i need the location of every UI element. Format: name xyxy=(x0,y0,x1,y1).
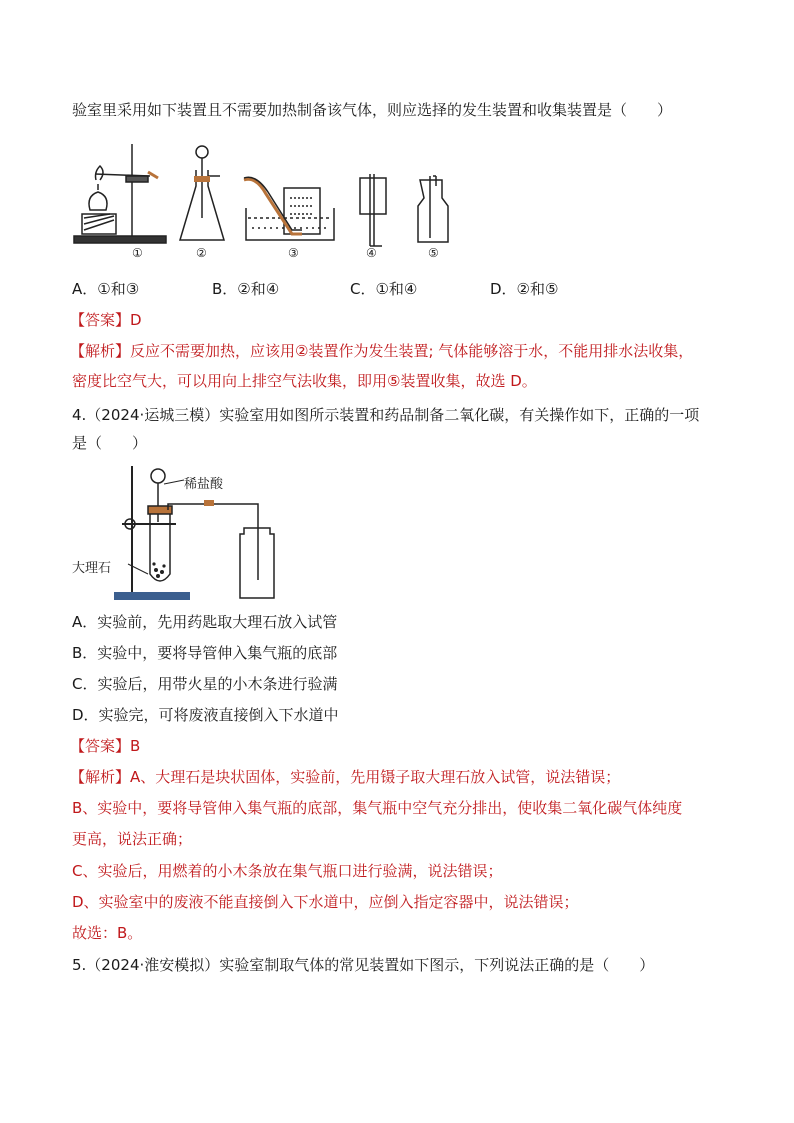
q4-analysis-line-5: D、实验室中的废液不能直接倒入下水道中，应倒入指定容器中，说法错误； xyxy=(72,893,579,911)
figure-label-5: ⑤ xyxy=(428,246,439,260)
stand-base xyxy=(114,592,190,600)
answer-tag: 【答案】 xyxy=(70,311,131,329)
analysis-text: A、大理石是块状固体，实验前，先用镊子取大理石放入试管，说法错误； xyxy=(130,768,621,786)
answer-value: D xyxy=(130,311,142,329)
q4-analysis-line-2: B、实验中，要将导管伸入集气瓶的底部，集气瓶中空气充分排出，使收集二氧化碳气体纯度 xyxy=(72,799,683,817)
q3-option-b: B．②和④ xyxy=(212,280,280,298)
figure-label-1: ① xyxy=(132,246,143,260)
q3-stem: 验室里采用如下装置且不需要加热制备该气体，则应选择的发生装置和收集装置是（ ） xyxy=(72,101,673,119)
apparatus-5-bottle xyxy=(418,176,448,242)
q4-analysis-line-4: C、实验后，用燃着的小木条放在集气瓶口进行验满，说法错误； xyxy=(72,862,503,880)
q3-option-a: A．①和③ xyxy=(72,280,140,298)
q4-stem-line-1: 4.（2024·运城三模）实验室用如图所示装置和药品制备二氧化碳，有关操作如下，正确的一项 xyxy=(72,406,700,424)
q4-analysis-line-1 xyxy=(70,766,620,788)
q4-stem-line-2: 是（ ） xyxy=(72,434,148,452)
q4-option-b: B．实验中，要将导管伸入集气瓶的底部 xyxy=(72,644,338,662)
q5-stem: 5.（2024·淮安模拟）实验室制取气体的常见装置如下图示，下列说法正确的是（ ） xyxy=(72,956,655,974)
q3-analysis-line-1 xyxy=(70,340,693,362)
q4-option-d: D．实验完，可将废液直接倒入下水道中 xyxy=(72,706,339,724)
q4-analysis-line-3: 更高，说法正确； xyxy=(72,830,193,848)
analysis-text: 反应不需要加热，应该用②装置作为发生装置; 气体能够溶于水，不能用排水法收集， xyxy=(130,342,694,360)
analysis-tag: 【解析】 xyxy=(70,342,131,360)
apparatus-1-heating xyxy=(74,144,166,243)
label-dilute-hcl: 稀盐酸 xyxy=(184,477,224,492)
answer-value: B xyxy=(130,737,141,755)
apparatus-4-bottle xyxy=(360,174,386,246)
apparatus-figure-q3 xyxy=(70,136,470,262)
q3-option-d: D．②和⑤ xyxy=(490,280,559,298)
apparatus-3-water xyxy=(244,177,334,240)
q4-answer xyxy=(70,735,140,757)
q4-analysis-line-6: 故选：B。 xyxy=(72,924,143,942)
figure-label-4: ④ xyxy=(366,246,377,260)
q3-analysis-line-2: 密度比空气大，可以用向上排空气法收集，即用⑤装置收集，故选 D。 xyxy=(72,372,537,390)
q3-option-c: C．①和④ xyxy=(350,280,418,298)
figure-label-3: ③ xyxy=(288,246,299,260)
label-marble: 大理石 xyxy=(72,561,112,576)
q4-option-a: A．实验前，先用药匙取大理石放入试管 xyxy=(72,613,338,631)
analysis-tag: 【解析】 xyxy=(70,768,131,786)
q3-answer xyxy=(70,309,142,331)
apparatus-2-flask xyxy=(180,146,224,240)
q4-option-c: C．实验后，用带火星的小木条进行验满 xyxy=(72,675,338,693)
figure-label-2: ② xyxy=(196,246,207,260)
answer-tag: 【答案】 xyxy=(70,737,131,755)
